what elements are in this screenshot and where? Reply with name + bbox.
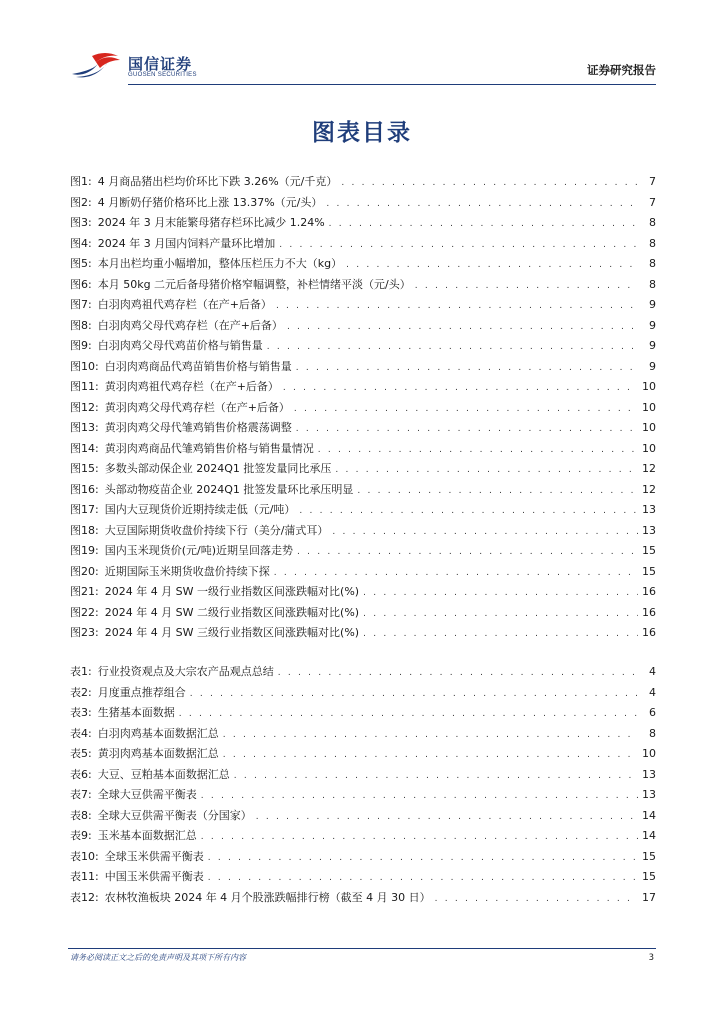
figure-entry-title: 2024 年 4 月 SW 三级行业指数区间涨跌幅对比(%) — [104, 626, 360, 639]
table-entry-label: 表9: — [70, 829, 92, 842]
dot-leader — [357, 485, 638, 497]
table-entry-label: 表4: — [70, 726, 92, 740]
table-entry[interactable] — [70, 680, 656, 700]
figure-entry-label: 图21: — [70, 585, 99, 598]
figure-entry-label: 图18: — [70, 523, 99, 537]
figure-entry-label: 图22: — [70, 605, 99, 619]
figure-entry-page-number: 7 — [649, 195, 656, 209]
figure-entry[interactable] — [70, 395, 656, 415]
page-title: 图表目录 — [312, 120, 412, 146]
dot-leader — [276, 300, 638, 312]
dot-leader — [299, 505, 638, 517]
table-entry[interactable] — [70, 659, 656, 679]
dot-leader — [415, 280, 638, 292]
figure-entry-page-number: 10 — [642, 380, 656, 393]
figure-entry-title: 多数头部动保企业 2024Q1 批签发量同比承压 — [104, 462, 332, 475]
dot-leader — [278, 667, 638, 679]
table-entry-label: 表3: — [70, 706, 92, 719]
dot-leader — [329, 218, 638, 230]
figure-entry[interactable] — [70, 231, 656, 251]
dot-leader — [234, 770, 638, 782]
figure-entry[interactable] — [70, 190, 656, 210]
figure-entry-label: 图15: — [70, 462, 99, 475]
figure-entry-label: 图20: — [70, 564, 99, 578]
table-entry-title: 中国玉米供需平衡表 — [104, 870, 204, 883]
dot-leader — [318, 444, 638, 456]
figure-entry-page-number: 15 — [642, 544, 656, 557]
table-entry[interactable] — [70, 782, 656, 802]
table-entry-label: 表7: — [70, 788, 92, 801]
table-entry-page-number: 13 — [642, 767, 656, 781]
table-entry-label: 表2: — [70, 685, 92, 699]
table-entry-title: 行业投资观点及大宗农产品观点总结 — [97, 665, 274, 678]
figure-entry-label: 图1: — [70, 175, 92, 188]
table-entry-label: 表11: — [70, 870, 99, 883]
table-entry[interactable] — [70, 885, 656, 905]
table-entry[interactable] — [70, 741, 656, 761]
figure-entry-title: 2024 年 4 月 SW 一级行业指数区间涨跌幅对比(%) — [104, 585, 360, 598]
table-entry-label: 表12: — [70, 890, 99, 904]
table-entry-title: 月度重点推荐组合 — [97, 685, 186, 699]
figure-entry-label: 图5: — [70, 257, 92, 270]
table-entry-label: 表10: — [70, 849, 99, 863]
dot-leader — [294, 403, 638, 415]
page-number: 3 — [648, 953, 654, 963]
table-entry[interactable] — [70, 864, 656, 884]
figure-entry-title: 白羽肉鸡父母代鸡苗价格与销售量 — [97, 339, 263, 352]
table-entry-title: 全球大豆供需平衡表（分国家） — [97, 808, 252, 822]
figure-entry-title: 2024 年 3 月国内饲料产量环比增加 — [97, 236, 276, 250]
dot-leader — [179, 708, 638, 720]
table-entry-page-number: 4 — [649, 665, 656, 678]
figure-entry-label: 图10: — [70, 359, 99, 373]
figure-entry-page-number: 9 — [649, 318, 656, 332]
table-entry[interactable] — [70, 762, 656, 782]
report-type-label: 证券研究报告 — [587, 63, 656, 77]
figure-entry[interactable] — [70, 292, 656, 312]
footer-divider — [68, 948, 656, 949]
figure-entry-page-number: 10 — [642, 400, 656, 414]
dot-leader — [287, 321, 638, 333]
figure-entry-title: 国内大豆现货价近期持续走低（元/吨） — [104, 503, 296, 516]
figure-entry[interactable] — [70, 456, 656, 476]
figure-entry-title: 4 月商品猪出栏均价环比下跌 3.26%（元/千克） — [97, 175, 338, 188]
table-entry-page-number: 13 — [642, 788, 656, 801]
figure-entry-page-number: 8 — [649, 236, 656, 250]
figure-entry-title: 黄羽肉鸡商品代雏鸡销售价格与销售量情况 — [104, 441, 314, 455]
dot-leader — [201, 831, 638, 843]
table-entry-page-number: 4 — [649, 685, 656, 699]
figure-entry[interactable] — [70, 415, 656, 435]
dot-leader — [223, 749, 638, 761]
dot-leader — [267, 341, 638, 353]
dot-leader — [341, 177, 638, 189]
figure-entry[interactable] — [70, 354, 656, 374]
table-entry-page-number: 10 — [642, 747, 656, 760]
table-entry[interactable] — [70, 721, 656, 741]
figure-entry[interactable] — [70, 538, 656, 558]
figure-entry-page-number: 10 — [642, 421, 656, 434]
figure-entry-page-number: 8 — [649, 277, 656, 291]
figure-entry[interactable] — [70, 251, 656, 271]
table-entry-title: 全球玉米供需平衡表 — [104, 849, 204, 863]
page-header — [70, 48, 656, 84]
figure-entry-title: 2024 年 4 月 SW 二级行业指数区间涨跌幅对比(%) — [104, 605, 360, 619]
figure-entry[interactable] — [70, 497, 656, 517]
table-entry-title: 全球大豆供需平衡表 — [97, 788, 197, 801]
dot-leader — [346, 259, 638, 271]
figure-entry[interactable] — [70, 272, 656, 292]
figure-entry-label: 图4: — [70, 236, 92, 250]
table-entry-title: 玉米基本面数据汇总 — [97, 829, 197, 842]
dot-leader — [190, 688, 638, 700]
figure-entry-title: 白羽肉鸡父母代鸡存栏（在产+后备） — [97, 318, 283, 332]
table-entry-page-number: 14 — [642, 808, 656, 822]
figure-entry-title: 黄羽肉鸡父母代鸡存栏（在产+后备） — [104, 400, 290, 414]
figure-entry-title: 白羽肉鸡商品代鸡苗销售价格与销售量 — [104, 359, 292, 373]
figure-entry-page-number: 16 — [642, 626, 656, 639]
figure-entry-page-number: 9 — [649, 359, 656, 373]
figure-entry-label: 图9: — [70, 339, 92, 352]
figure-entry[interactable] — [70, 169, 656, 189]
dot-leader — [201, 790, 638, 802]
figure-entry-label: 图19: — [70, 544, 99, 557]
figure-entry-title: 4 月断奶仔猪价格环比上涨 13.37%（元/头） — [97, 195, 323, 209]
figure-entry[interactable] — [70, 436, 656, 456]
dot-leader — [363, 587, 638, 599]
table-entry[interactable] — [70, 844, 656, 864]
figure-entry-title: 白羽肉鸡祖代鸡存栏（在产+后备） — [97, 298, 272, 311]
table-entry[interactable] — [70, 803, 656, 823]
footer-disclaimer: 请务必阅读正文之后的免责声明及其项下所有内容 — [70, 953, 246, 962]
figure-entry-page-number: 10 — [642, 441, 656, 455]
figure-entry[interactable] — [70, 210, 656, 230]
figure-entry[interactable] — [70, 313, 656, 333]
figure-entry-title: 2024 年 3 月末能繁母猪存栏环比减少 1.24% — [97, 216, 325, 229]
table-entry-page-number: 14 — [642, 829, 656, 842]
figure-entry[interactable] — [70, 333, 656, 353]
figure-entry-title: 国内玉米现货价(元/吨)近期呈回落走势 — [104, 544, 293, 557]
table-entry-page-number: 15 — [642, 849, 656, 863]
figure-entry-label: 图11: — [70, 380, 99, 393]
figure-entry-title: 头部动物疫苗企业 2024Q1 批签发量环比承压明显 — [104, 482, 354, 496]
figure-entry-page-number: 8 — [649, 257, 656, 270]
figure-entry-page-number: 8 — [649, 216, 656, 229]
figure-entry-page-number: 15 — [642, 564, 656, 578]
table-entry-label: 表5: — [70, 747, 92, 760]
figure-entry-title: 本月 50kg 二元后备母猪价格窄幅调整，补栏情绪平淡（元/头） — [97, 277, 411, 291]
figure-entry-label: 图16: — [70, 482, 99, 496]
figure-entry-label: 图7: — [70, 298, 92, 311]
figure-entry-page-number: 16 — [642, 585, 656, 598]
table-entry[interactable] — [70, 700, 656, 720]
figure-entry[interactable] — [70, 559, 656, 579]
figure-entry-page-number: 7 — [649, 175, 656, 188]
figure-entry-page-number: 16 — [642, 605, 656, 619]
dot-leader — [274, 567, 638, 579]
figure-entry-label: 图3: — [70, 216, 92, 229]
figure-entry-title: 黄羽肉鸡父母代雏鸡销售价格震荡调整 — [104, 421, 292, 434]
figure-entry-label: 图8: — [70, 318, 92, 332]
table-entry-label: 表1: — [70, 665, 92, 678]
table-entry-title: 生猪基本面数据 — [97, 706, 175, 719]
logo-english-name: GUOSEN SECURITIES — [128, 72, 197, 78]
dot-leader — [363, 608, 638, 620]
table-entry-title: 白羽肉鸡基本面数据汇总 — [97, 726, 219, 740]
dot-leader — [332, 526, 638, 538]
figure-entry[interactable] — [70, 518, 656, 538]
dot-leader — [208, 872, 638, 884]
logo-emblem-icon — [70, 50, 122, 80]
figure-entry-label: 图6: — [70, 277, 92, 291]
figure-entry-label: 图23: — [70, 626, 99, 639]
table-entry-page-number: 15 — [642, 870, 656, 883]
figure-entry-title: 黄羽肉鸡祖代鸡存栏（在产+后备） — [104, 380, 279, 393]
figure-entry-page-number: 12 — [642, 482, 656, 496]
table-entry-title: 农林牧渔板块 2024 年 4 月个股涨跌幅排行榜（截至 4 月 30 日） — [104, 890, 431, 904]
figure-entry-label: 图17: — [70, 503, 99, 516]
figure-entry-title: 大豆国际期货收盘价持续下行（美分/蒲式耳） — [104, 523, 329, 537]
table-entry-label: 表6: — [70, 767, 92, 781]
table-entry-page-number: 8 — [649, 726, 656, 740]
dot-leader — [296, 362, 638, 374]
header-divider — [128, 84, 656, 85]
table-entry-title: 黄羽肉鸡基本面数据汇总 — [97, 747, 219, 760]
table-entry[interactable] — [70, 823, 656, 843]
figure-entry-page-number: 13 — [642, 523, 656, 537]
dot-leader — [296, 423, 638, 435]
dot-leader — [208, 852, 638, 864]
dot-leader — [335, 464, 638, 476]
dot-leader — [283, 382, 638, 394]
figure-entry-label: 图13: — [70, 421, 99, 434]
figure-entry-title: 本月出栏均重小幅增加，整体压栏压力不大（kg） — [97, 257, 343, 270]
dot-leader — [363, 628, 638, 640]
dot-leader — [279, 239, 638, 251]
dot-leader — [223, 729, 638, 741]
figure-entry[interactable] — [70, 374, 656, 394]
figure-entry-page-number: 13 — [642, 503, 656, 516]
dot-leader — [297, 546, 638, 558]
dot-leader — [256, 811, 638, 823]
figure-entry-label: 图2: — [70, 195, 92, 209]
table-entry-page-number: 6 — [649, 706, 656, 719]
figure-entry[interactable] — [70, 600, 656, 620]
table-entry-label: 表8: — [70, 808, 92, 822]
table-entry-page-number: 17 — [642, 890, 656, 904]
figure-entry-page-number: 9 — [649, 298, 656, 311]
figure-entry-label: 图14: — [70, 441, 99, 455]
figure-entry[interactable] — [70, 620, 656, 640]
figure-entry-page-number: 9 — [649, 339, 656, 352]
dot-leader — [326, 198, 638, 210]
logo-chinese-name: 国信证券 — [128, 55, 193, 73]
figure-entry[interactable] — [70, 477, 656, 497]
figure-entry-page-number: 12 — [642, 462, 656, 475]
figure-entry[interactable] — [70, 579, 656, 599]
figure-entry-title: 近期国际玉米期货收盘价持续下探 — [104, 564, 270, 578]
figure-entry-label: 图12: — [70, 400, 99, 414]
table-entry-title: 大豆、豆粕基本面数据汇总 — [97, 767, 230, 781]
dot-leader — [435, 893, 638, 905]
